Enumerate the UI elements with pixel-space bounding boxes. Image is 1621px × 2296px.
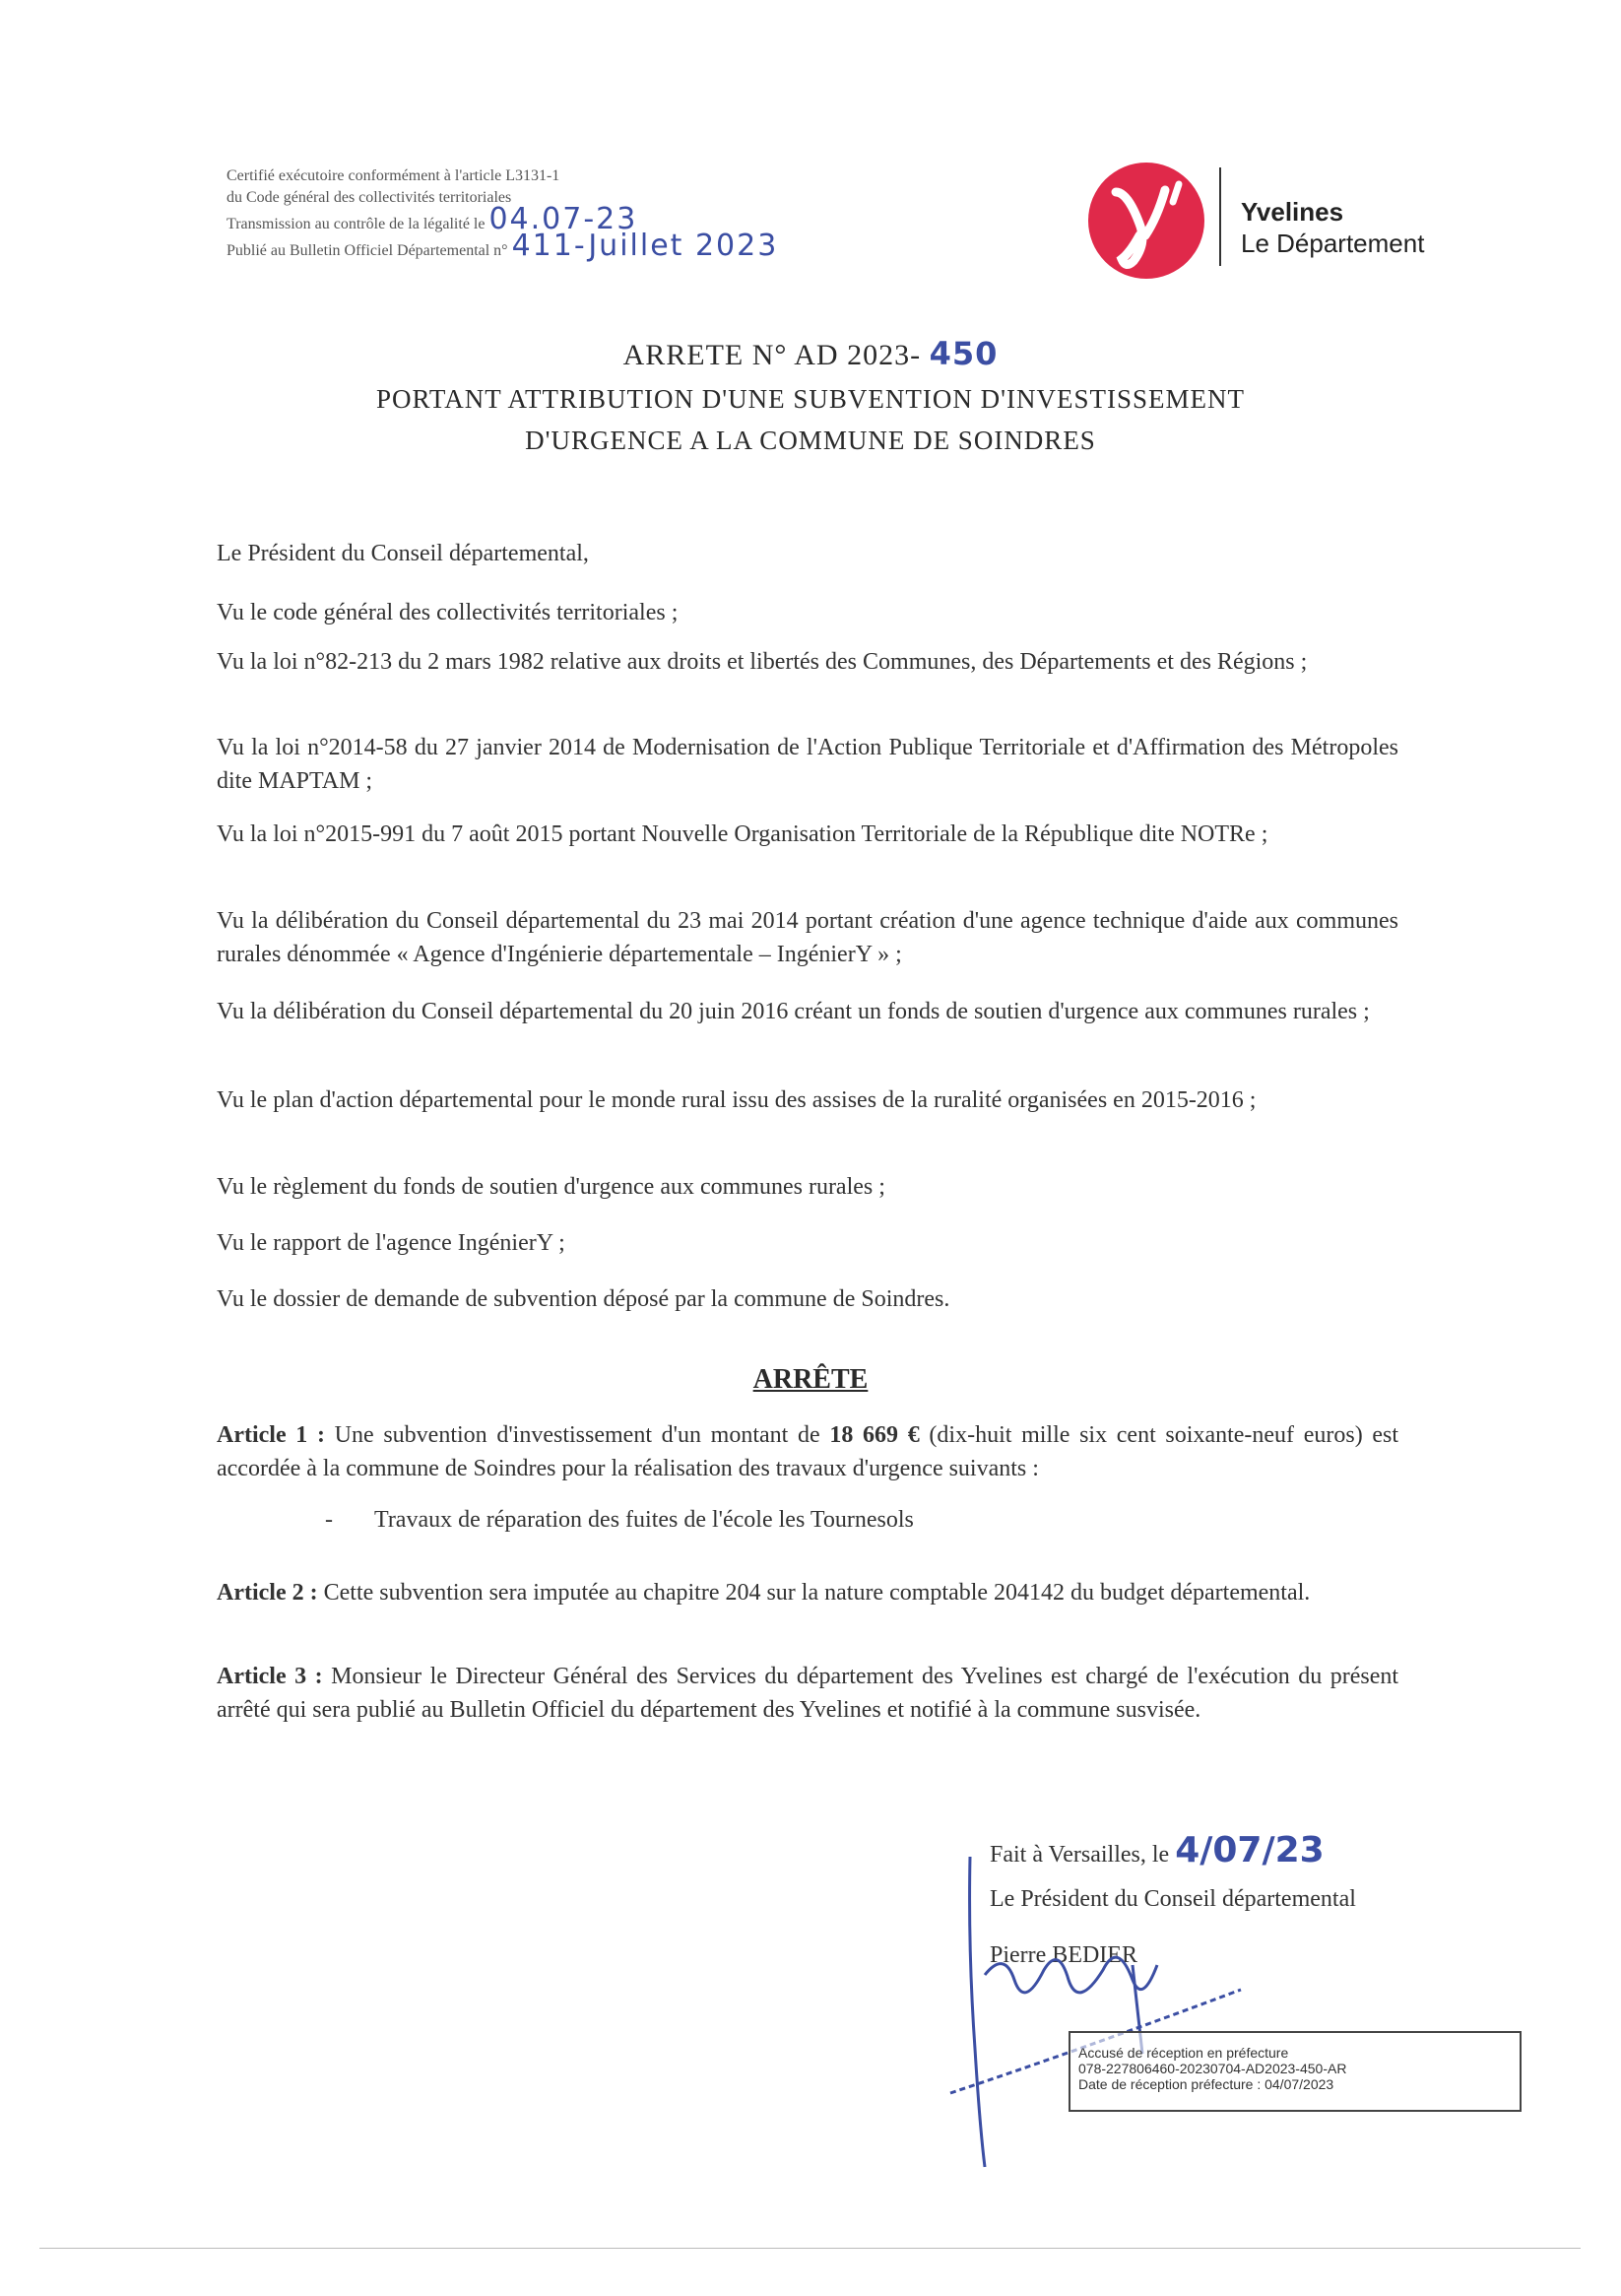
article-2-text: Cette subvention sera imputée au chapitre 204 sur la nature comptable 204142 du budget départemental. <box>323 1580 1311 1606</box>
article-2-label: Article 2 : <box>217 1580 318 1606</box>
page-bottom-divider <box>39 2248 1581 2249</box>
consideration-item: Vu la loi n°2014-58 du 27 janvier 2014 de Modernisation de l'Action Publique Territoriale et d'Affirmation des Métropoles dite MAPTAM ; <box>217 735 1398 794</box>
consideration-item: Vu le rapport de l'agence IngénierY ; <box>217 1230 565 1256</box>
stamp-line-1: Accusé de réception en préfecture <box>1078 2045 1289 2061</box>
cert-bulletin-label: Publié au Bulletin Officiel Départemental n° <box>227 242 508 259</box>
brand-subtitle: Le Département <box>1241 229 1425 258</box>
bullet-dash: - <box>325 1507 333 1533</box>
cert-line-1: Certifié exécutoire conformément à l'article L3131-1 <box>227 167 560 184</box>
consideration-item: Vu la loi n°2015-991 du 7 août 2015 portant Nouvelle Organisation Territoriale de la République dite NOTRe ; <box>217 821 1268 847</box>
decree-subtitle-line-2: D'URGENCE A LA COMMUNE DE SOINDRES <box>525 426 1096 455</box>
cert-transmission-date: 04.07-23 <box>488 202 638 236</box>
consideration-item: Vu la loi n°82-213 du 2 mars 1982 relative aux droits et libertés des Communes, des Départements et des Régions ; <box>217 649 1308 675</box>
signature-date: 4/07/23 <box>1175 1830 1325 1870</box>
decision-heading: ARRÊTE <box>752 1364 869 1395</box>
cert-bulletin-number: 411-Juillet 2023 <box>511 229 779 263</box>
decree-title-prefix: ARRETE N° AD 2023- <box>622 339 922 371</box>
article-1-work-text: Travaux de réparation des fuites de l'école les Tournesols <box>374 1507 914 1533</box>
decree-subtitle-line-1: PORTANT ATTRIBUTION D'UNE SUBVENTION D'INVESTISSEMENT <box>376 384 1245 414</box>
preamble-opening: Le Président du Conseil départemental, <box>217 541 589 566</box>
consideration-item: Vu la délibération du Conseil départemental du 23 mai 2014 portant création d'une agence technique d'aide aux communes rurales dénommée « Agence d'Ingénierie départementale – IngénierY » ; <box>217 908 1398 967</box>
stamp-line-3: Date de réception préfecture : 04/07/2023 <box>1078 2076 1334 2092</box>
article-1-text-b: (dix-huit mille six cent soixante-neuf euros) est accordée à la commune de Soindres pour la réalisation des travaux d'urgence suivants : <box>217 1422 1399 1481</box>
consideration-item: Vu le code général des collectivités territoriales ; <box>217 600 679 625</box>
signature-name: Pierre BEDIER <box>990 1942 1137 1968</box>
cert-line-2: du Code général des collectivités territoriales <box>227 189 512 206</box>
article-3-text: Monsieur le Directeur Général des Services du département des Yvelines est chargé de l'exécution du présent arrêté qui sera publié au Bulletin Officiel du département des Yvelines et notifié à la commune susvisée. <box>217 1664 1399 1723</box>
signature-role: Le Président du Conseil départemental <box>990 1886 1356 1912</box>
article-1-amount: 18 669 € <box>829 1422 920 1448</box>
article-1-label: Article 1 : <box>217 1422 325 1448</box>
consideration-item: Vu le règlement du fonds de soutien d'urgence aux communes rurales ; <box>217 1174 885 1200</box>
article-3-label: Article 3 : <box>217 1664 323 1689</box>
consideration-item: Vu la délibération du Conseil départemental du 20 juin 2016 créant un fonds de soutien d'urgence aux communes rurales ; <box>217 999 1370 1024</box>
consideration-item: Vu le dossier de demande de subvention déposé par la commune de Soindres. <box>217 1286 950 1312</box>
decree-number: 450 <box>929 335 999 372</box>
article-1-text-a: Une subvention d'investissement d'un montant de <box>334 1422 820 1448</box>
signature-place: Fait à Versailles, le <box>990 1842 1170 1868</box>
stamp-line-2: 078-227806460-20230704-AD2023-450-AR <box>1078 2061 1347 2076</box>
cert-transmission-label: Transmission au contrôle de la légalité le <box>227 216 486 232</box>
consideration-item: Vu le plan d'action départemental pour le monde rural issu des assises de la ruralité organisées en 2015-2016 ; <box>217 1087 1257 1113</box>
prefecture-receipt-stamp <box>1069 2031 1522 2112</box>
brand-name: Yvelines <box>1241 197 1344 227</box>
